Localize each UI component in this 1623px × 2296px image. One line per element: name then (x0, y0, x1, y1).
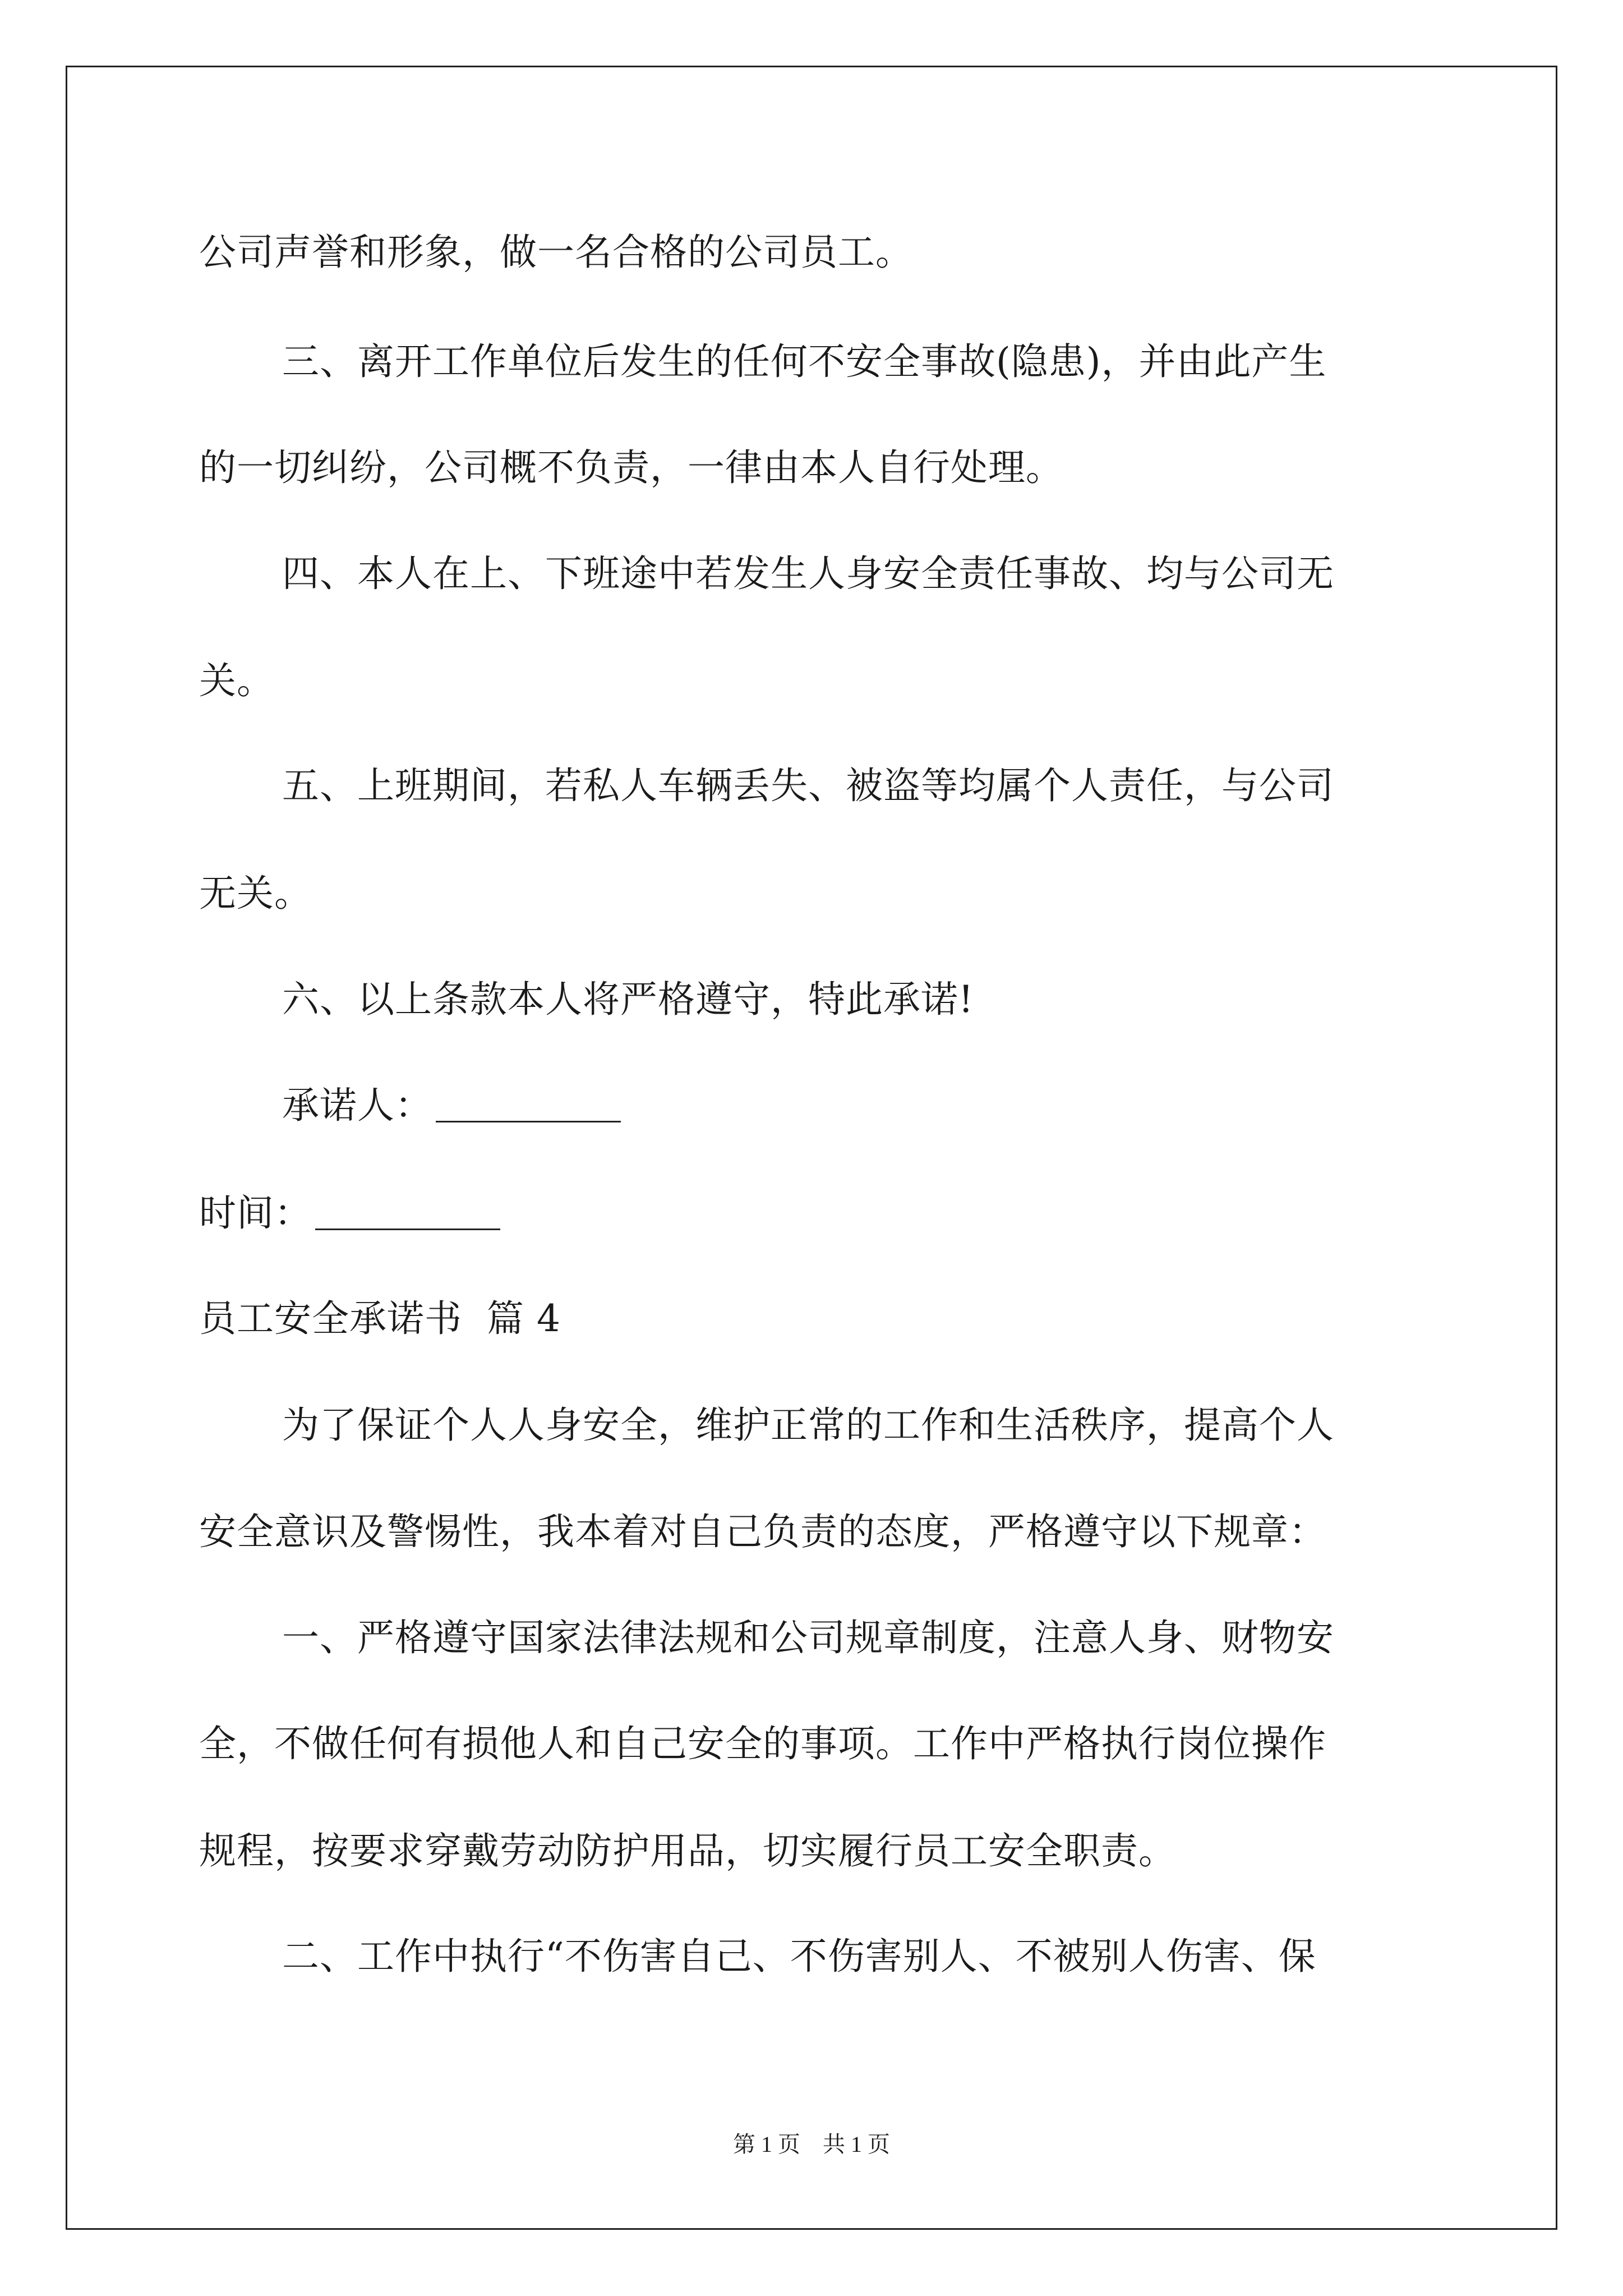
section-heading: 员工安全承诺书 篇 4 (199, 1297, 561, 1340)
body-line: 关。 (199, 659, 274, 702)
body-line: 六、以上条款本人将严格遵守，特此承诺! (282, 978, 974, 1021)
body-line: 一、严格遵守国家法律法规和公司规章制度，注意人身、财物安 (282, 1616, 1334, 1659)
page-border (66, 66, 1557, 2230)
body-line: 四、本人在上、下班途中若发生人身安全责任事故、均与公司无 (282, 552, 1334, 595)
signature-blank[interactable] (436, 1121, 621, 1122)
date-label: 时间： (199, 1191, 312, 1235)
body-line: 安全意识及警惕性，我本着对自己负责的态度，严格遵守以下规章： (199, 1510, 1326, 1553)
body-line: 三、离开工作单位后发生的任何不安全事故(隐患)，并由此产生 (282, 340, 1327, 383)
signature-label: 承诺人： (282, 1084, 432, 1127)
body-line: 全，不做任何有损他人和自己安全的事项。工作中严格执行岗位操作 (199, 1722, 1326, 1765)
body-line: 规程，按要求穿戴劳动防护用品，切实履行员工安全职责。 (199, 1829, 1176, 1872)
date-blank[interactable] (315, 1228, 500, 1230)
body-line: 的一切纠纷，公司概不负责，一律由本人自行处理。 (199, 446, 1063, 489)
body-line: 二、工作中执行“不伤害自己、不伤害别人、不被别人伤害、保 (282, 1935, 1316, 1978)
body-line: 公司声誉和形象，做一名合格的公司员工。 (199, 231, 913, 274)
date-line (199, 1191, 500, 1235)
signature-line (282, 1084, 621, 1127)
body-line: 为了保证个人人身安全，维护正常的工作和生活秩序，提高个人 (282, 1404, 1334, 1447)
body-line: 五、上班期间，若私人车辆丢失、被盗等均属个人责任，与公司 (282, 764, 1334, 807)
page-number-footer: 第 1 页 共 1 页 (733, 2132, 890, 2157)
body-line: 无关。 (199, 872, 312, 915)
